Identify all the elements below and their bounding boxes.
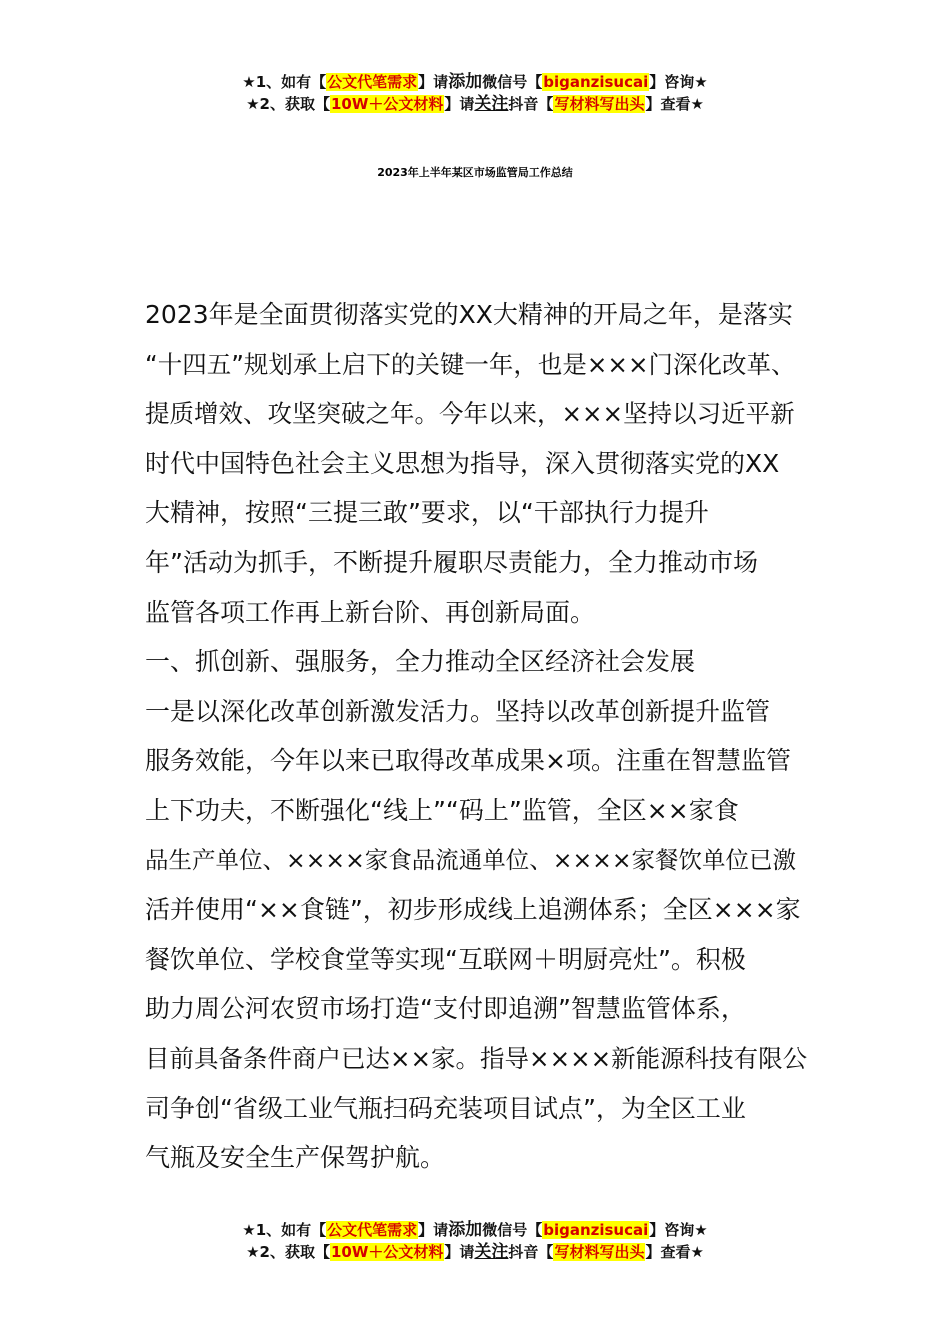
- highlight-service: 公文代笔需求: [327, 73, 418, 91]
- highlight-materials: 10W＋公文材料: [330, 1243, 444, 1261]
- body-line: 气瓶及安全生产保驾护航。: [145, 1143, 446, 1173]
- highlight-douyin-id: 写材料写出头: [554, 95, 645, 113]
- promo-banner-top: [0, 71, 950, 115]
- body-line: 活并使用“××食链”，初步形成线上追溯体系；全区×××家: [145, 895, 801, 925]
- body-line: 提质增效、攻坚突破之年。今年以来，×××坚持以习近平新: [145, 399, 795, 429]
- promo-line-1: ★1、如有【公文代笔需求】请添加微信号【biganzisucai】咨询★: [242, 72, 708, 92]
- body-line: 年”活动为抓手，不断提升履职尽责能力，全力推动市场: [145, 547, 758, 577]
- body-line: 2023年是全面贯彻落实党的XX大精神的开局之年，是落实: [145, 300, 793, 329]
- promo-line-2: ★2、获取【10W＋公文材料】请关注抖音【写材料写出头】查看★: [246, 94, 704, 114]
- body-line: 司争创“省级工业气瓶扫码充装项目试点”，为全区工业: [145, 1093, 746, 1123]
- highlight-douyin-id: 写材料写出头: [554, 1243, 645, 1261]
- body-line: 助力周公河农贸市场打造“支付即追溯”智慧监管体系，: [145, 994, 746, 1024]
- highlight-materials: 10W＋公文材料: [330, 95, 444, 113]
- body-line: “十四五”规划承上启下的关键一年，也是×××门深化改革、: [145, 349, 796, 379]
- highlight-wechat-id: biganzisucai: [543, 73, 649, 91]
- highlight-wechat-id: biganzisucai: [543, 1221, 649, 1239]
- emphasis-follow: 关注: [474, 94, 509, 114]
- body-line: 上下功夫，不断强化“线上”“码上”监管，全区××家食: [145, 795, 739, 825]
- body-line: 目前具备条件商户已达××家。指导××××新能源科技有限公: [145, 1043, 808, 1073]
- body-line: 服务效能，今年以来已取得改革成果×项。注重在智慧监管: [145, 746, 791, 776]
- promo-line-2: ★2、获取【10W＋公文材料】请关注抖音【写材料写出头】查看★: [246, 1242, 704, 1262]
- body-line: 时代中国特色社会主义思想为指导，深入贯彻落实党的XX: [145, 448, 780, 478]
- emphasis-follow: 关注: [474, 1242, 509, 1262]
- emphasis-add: 添加: [448, 72, 483, 92]
- document-body: [145, 290, 807, 1183]
- highlight-service: 公文代笔需求: [327, 1221, 418, 1239]
- body-line: 一是以深化改革创新激发活力。坚持以改革创新提升监管: [145, 696, 771, 726]
- promo-banner-bottom: [0, 1219, 950, 1263]
- body-line: 一、抓创新、强服务，全力推动全区经济社会发展: [145, 647, 696, 677]
- emphasis-add: 添加: [448, 1220, 483, 1240]
- body-line: 品生产单位、××××家食品流通单位、××××家餐饮单位已激: [145, 845, 797, 874]
- body-line: 餐饮单位、学校食堂等实现“互联网＋明厨亮灶”。积极: [145, 944, 746, 974]
- body-line: 监管各项工作再上新台阶、再创新局面。: [145, 597, 596, 627]
- document-title: 2023年上半年某区市场监管局工作总结: [377, 166, 573, 179]
- body-line: 大精神，按照“三提三敢”要求，以“干部执行力提升: [145, 498, 709, 528]
- promo-line-1: ★1、如有【公文代笔需求】请添加微信号【biganzisucai】咨询★: [242, 1220, 708, 1240]
